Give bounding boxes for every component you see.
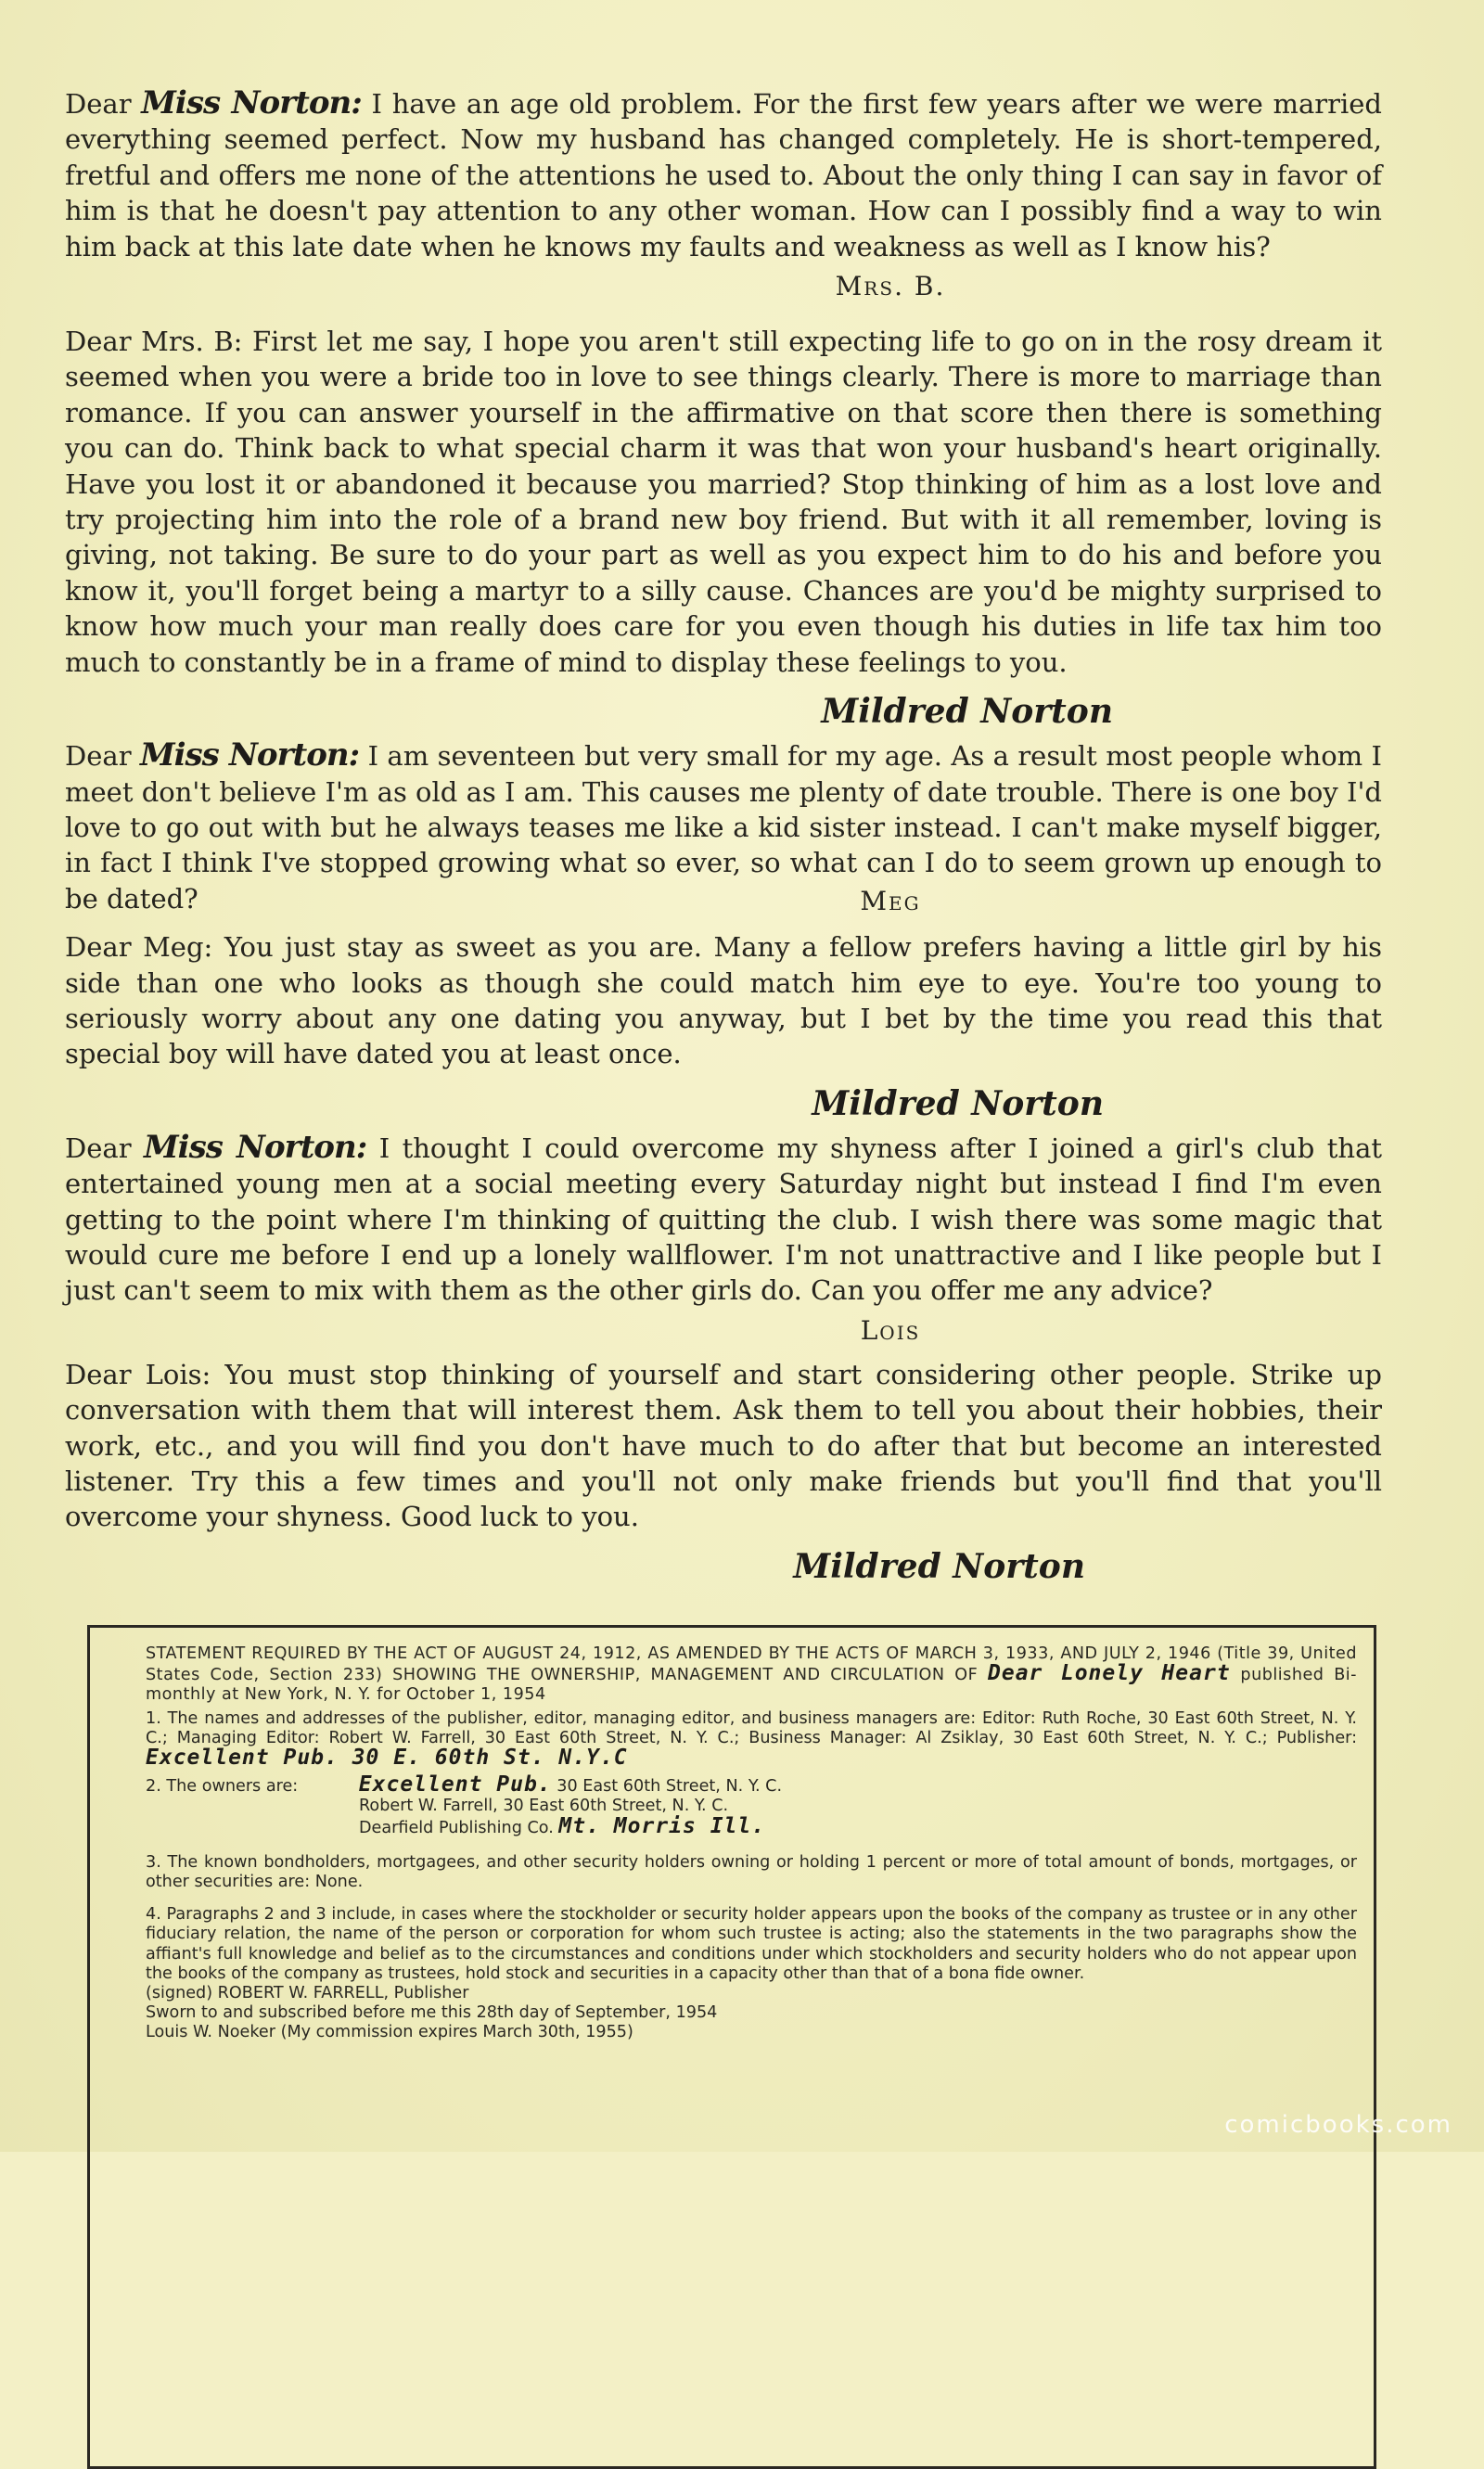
handwritten-location: Mt. Morris Ill.: [558, 1813, 766, 1838]
ownership-statement-box: [87, 1625, 1376, 2469]
letter-body: I have an age old problem. For the first few years after we were married everything seemed perfect. Now my husband has changed completely. He is short-tempered, fretful and offers me none of the attentions he used to. About the only thing I can say in favor of him is that he doesn't pay attention to any other woman. How can I possibly find a way to win him back at this late date when he knows my faults and weakness as well as I know his?: [65, 88, 1383, 262]
statement-item-3: 3. The known bondholders, mortgagees, and other security holders owning or holding 1 percent or more of total amount of bonds, mortgages, or other securities are: None.: [146, 1852, 1357, 1892]
handwritten-addressee: Miss Norton:: [139, 736, 360, 774]
site-watermark: comicbooks.com: [1224, 2111, 1452, 2139]
reply-signature: Mildred Norton: [793, 1546, 1085, 1586]
owners-label: 2. The owners are:: [146, 1777, 299, 1797]
statement-item-1-text: 1. The names and addresses of the publisher, editor, managing editor, and business managers are: Editor: Ruth Roche, 30 East 60th Street, N. Y. C.; Managing Editor: Robert W. Farrell, 30 East 60th Street, N. Y. C.; Business Manager: Al Zsiklay, 30 East 60th Street, N. Y. C.; Publisher:: [146, 1708, 1357, 1747]
handwritten-addressee: Miss Norton:: [141, 84, 362, 122]
letter-sender: Lois: [860, 1314, 921, 1346]
letter-salutation: Dear: [65, 1132, 132, 1164]
statement-header-text-b: published Bi-monthly at New York, N. Y. for October 1, 1954: [146, 1666, 1358, 1705]
sworn-line: Sworn to and subscribed before me this 28th day of September, 1954: [146, 2003, 718, 2023]
statement-item-2: [146, 1772, 1357, 1838]
statement-item-1: [146, 1709, 1357, 1771]
owner-company: Dearfield Publishing Co.: [359, 1818, 554, 1837]
signed-publisher: (signed) ROBERT W. FARRELL, Publisher: [146, 1984, 469, 2003]
letter-sender: Meg: [860, 886, 921, 917]
owner-address: 30 East 60th Street, N. Y. C.: [556, 1777, 783, 1797]
owner-line-3: [359, 1813, 1357, 1838]
handwritten-owner: Excellent Pub.: [358, 1772, 552, 1797]
reply-3: Dear Lois: You must stop thinking of yourself and start considering other people. Strike up conversation with them that will interest them. Ask them to tell you about their hobbies, their work, etc., and you will find you don't have much to do after that but become an interested listener. Try this a few times and you'll not only make friends but you'll find that you'll overcome your shyness. Good luck to you.: [65, 1358, 1382, 1533]
letter-salutation: Dear: [65, 88, 132, 120]
reply-signature: Mildred Norton: [812, 1083, 1104, 1123]
letter-sender: Mrs. B.: [835, 271, 946, 302]
owner-line: Robert W. Farrell, 30 East 60th Street, N. Y. C.: [359, 1797, 729, 1816]
handwritten-addressee: Miss Norton:: [144, 1128, 367, 1166]
letter-1: [65, 85, 1382, 264]
owners-first-line: [146, 1772, 1357, 1797]
reply-1: Dear Mrs. B: First let me say, I hope you aren't still expecting life to go on in the rosy dream it seemed when you were a bride too in love to see things clearly. There is more to marriage than romance. If you can answer yourself in the affirmative on that score then there is something you can do. Think back to what special charm it was that won your husband's heart originally. Have you lost it or abandoned it because you married? Stop thinking of him as a lost love and try projecting him into the role of a brand new boy friend. But with it all remember, loving is giving, not taking. Be sure to do your part as well as you expect him to do his and before you know it, you'll forget being a martyr to a silly cause. Chances are you'd be mighty surprised to know how much your man really does care for you even though his duties in life tax him too much to constantly be in a frame of mind to display these feelings to you.: [65, 326, 1382, 678]
reply-2: Dear Meg: You just stay as sweet as you are. Many a fellow prefers having a little girl by his side than one who looks as though she could match him eye to eye. You're too young to seriously worry about any one dating you anyway, but I bet by the time you read this that special boy will have dated you at least once.: [65, 931, 1382, 1070]
letter-body: I am seventeen but very small for my age. As a result most people whom I meet don't believe I'm as old as I am. This causes me plenty of date trouble. There is one boy I'd love to go out with but he always teases me like a kid sister instead. I can't make myself bigger, in fact I think I've stopped growing what so ever, so what can I do to seem grown up enough to be dated?: [65, 740, 1383, 915]
handwritten-title: Dear Lonely Heart: [988, 1661, 1231, 1686]
reply-signature: Mildred Norton: [821, 692, 1113, 732]
notary-line: Louis W. Noeker (My commission expires March 30th, 1955): [146, 2023, 633, 2042]
letter-3: [65, 1130, 1382, 1309]
statement-header: [146, 1644, 1357, 1706]
letter-salutation: Dear: [65, 740, 132, 773]
letter-body: I thought I could overcome my shyness after I joined a girl's club that entertained young men at a social meeting every Saturday night but instead I find I'm even getting to the point where I'm thinking of quitting the club. I wish there was some magic that would cure me before I end up a lonely wallflower. I'm not unattractive and I like people but I just can't seem to mix with them as the other girls do. Can you offer me any advice?: [65, 1132, 1383, 1307]
statement-item-4: 4. Paragraphs 2 and 3 include, in cases where the stockholder or security holder appears upon the books of the company as trustee or in any other fiduciary relation, the name of the person or corporation for whom such trustee is acting; also the statements in the two paragraphs show the affiant's full knowledge and belief as to the circumstances and conditions under which stockholders and security holders who do not appear upon the books of the company as trustees, hold stock and securities in a capacity other than that of a bona fide owner.: [146, 1905, 1357, 1983]
statement-header-text: STATEMENT REQUIRED BY THE ACT OF AUGUST 24, 1912, AS AMENDED BY THE ACTS OF MARCH 3, 1933, AND JULY 2, 1946 (Title 39, United States Code, Section 233) SHOWING THE OWNERSHIP, MANAGEMENT AND CIRCULATION OF: [146, 1644, 1357, 1685]
handwritten-publisher: Excellent Pub. 30 E. 60th St. N.Y.C: [146, 1746, 628, 1771]
advice-column: [65, 85, 1382, 1593]
